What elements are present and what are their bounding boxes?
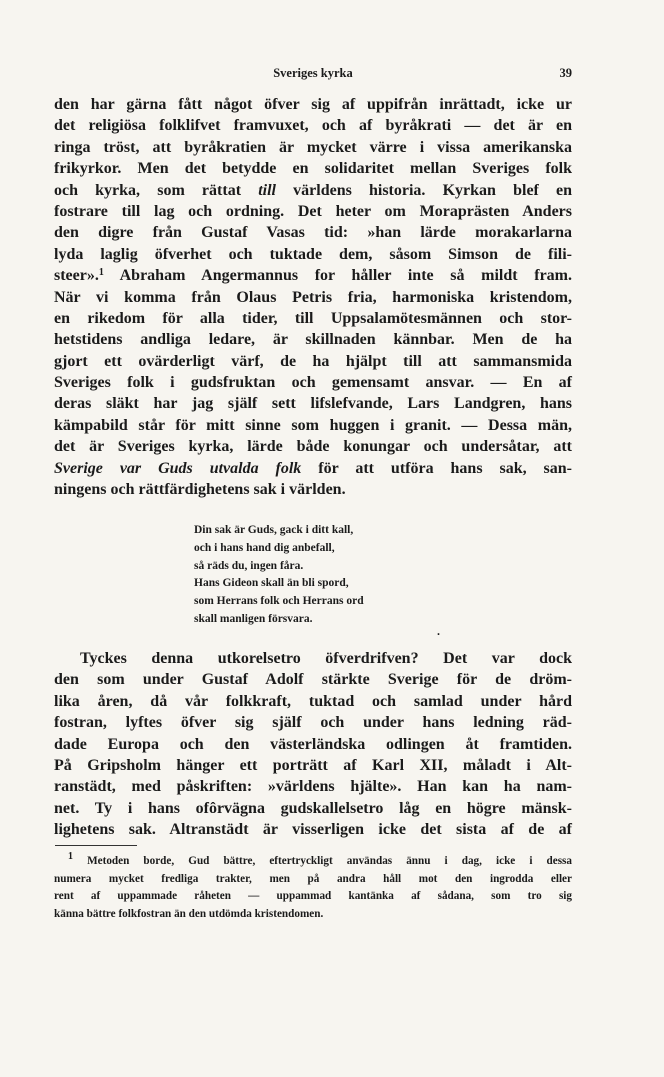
emphasis-till: till (258, 181, 276, 199)
poem-line: skall manligen försvara. (194, 612, 313, 625)
poem-line: som Herrans folk och Herrans ord (194, 595, 364, 608)
footnote-marker: 1 (68, 851, 73, 862)
text-line: lika åren, då vår folkkraft, tuktad och samlad under hård (54, 692, 572, 710)
text-line: det är Sveriges kyrka, lärde både konungar och undersåtar, att (54, 438, 572, 456)
page-number: 39 (559, 66, 572, 80)
text-line: På Gripsholm hänger ett porträtt af Karl XII, måladt i Alt- (54, 756, 572, 774)
poem-line: och i hans hand dig anbefall, (194, 541, 335, 554)
footnote-line: känna bättre folkfostran än den utdömda kristendomen. (54, 907, 324, 920)
text-line: den som under Gustaf Adolf stärkte Sverige för de dröm- (54, 671, 572, 689)
text-line: frikyrkor. Men det betydde en solidaritet mellan Sveriges folk (54, 160, 572, 178)
paragraph-2 (54, 648, 572, 841)
poem-line: Din sak är Guds, gack i ditt kall, (194, 524, 354, 536)
text-line: Sveriges folk i gudsfruktan och gemensamt ansvar. — En af (54, 374, 572, 392)
text-line: dade Europa och den västerländska odlingen åt framtiden. (54, 735, 572, 753)
running-title: Sveriges kyrka (273, 66, 353, 80)
text-line: ranstädt, med påskriften: »världens hjälte». Han kan ha nam- (54, 778, 572, 796)
emphasis-phrase: Sverige var Guds utvalda folk (54, 459, 302, 477)
text-line: det religiösa folklifvet framvuxet, och af byråkrati — det är en (54, 117, 572, 135)
footnote-line: rent af uppammade råheten — uppammad kantänka af sådana, som tro sig (54, 890, 572, 903)
text-line: fostran, lyftes öfver sig själf och under hans ledning räd- (54, 714, 572, 732)
text-line: lyda laglig öfverhet och tuktade dem, såsom Simson de fili- (54, 245, 572, 263)
poem-quote (194, 522, 454, 629)
text-line: steer».$^1$ Abraham Angermannus for håller inte så mildt fram. (54, 267, 572, 285)
text-line: net. Ty i hans ofôrvägna gudskallelsetro låg en högre mänsk- (54, 799, 572, 817)
text-line: en rikedom för alla tider, till Uppsalamötesmännen och stor- (54, 309, 572, 327)
text-line: gjort ett ovärderligt värf, de ha hjälpt till att sammansmida (54, 352, 572, 370)
text-line: ningens och rättfärdighetens sak i världen. (54, 481, 346, 499)
poem-line: Hans Gideon skall än bli spord, (194, 577, 349, 590)
text-line: Tyckes denna utkorelsetro öfverdrifven? Det var dock (80, 650, 572, 667)
footnote-reference[interactable]: 1 (98, 267, 104, 279)
text-line: deras släkt har jag själf sett lifslefvande, Lars Landgren, hans (54, 395, 572, 413)
text-line: den har gärna fått något öfver sig af uppifrån inrättadt, icke ur (54, 96, 572, 113)
footnote-line: numera mycket fredliga trakter, men på andra håll mot den ingrodda eller (54, 872, 572, 885)
text-line: den digre från Gustaf Vasas tid: »han lärde morakarlarna (54, 224, 572, 242)
footnote-line: $^1$ Metoden borde, Gud bättre, eftertryckligt användas ännu i dag, icke i dessa (68, 851, 573, 867)
text-line: ringa tröst, att byråkratien är mycket värre i vissa amerikanska (54, 138, 572, 156)
text-line: lighetens sak. Altranstädt är visserligen icke det sista af de af (54, 821, 572, 839)
text-line: fostrare till lag och ordning. Det heter om Moraprästen Anders (54, 202, 572, 220)
ornament-dot: . (437, 624, 440, 638)
footnote-divider (55, 845, 137, 846)
footnote (54, 853, 572, 923)
running-header (54, 66, 572, 84)
text-line: hetstidens andliga ledare, är skillnaden kännbar. Men de ha (54, 331, 572, 349)
text-line: kämpabild står för mitt sinne som huggen i granit. — Dessa män, (54, 416, 572, 434)
text-line: När vi komma från Olaus Petris fria, harmoniska kristendom, (54, 288, 572, 306)
text-line: Sverige var Guds utvalda folk för att utföra hans sak, san- (54, 459, 573, 477)
text-line: och kyrka, som rättat till världens historia. Kyrkan blef en (54, 181, 573, 199)
poem-line: så räds du, ingen fåra. (194, 559, 304, 572)
paragraph-1 (54, 94, 572, 500)
